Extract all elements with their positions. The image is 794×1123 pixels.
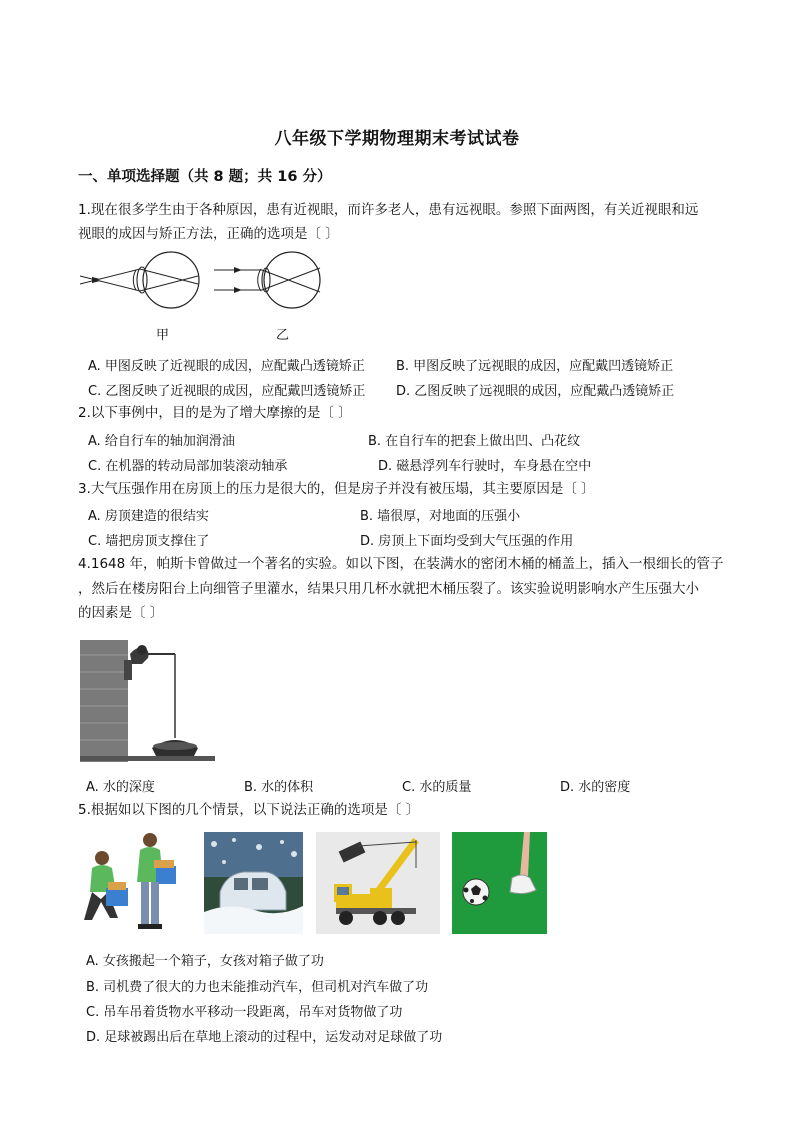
q4-text-line2: ，然后在楼房阳台上向细管子里灌水，结果只用几杯水就把木桶压裂了。该实验说明影响水产生压强大小 bbox=[78, 581, 699, 597]
q2-option-b[interactable]: B. 在自行车的把套上做出凹、凸花纹 bbox=[368, 434, 581, 449]
q3-option-d[interactable]: D. 房顶上下面均受到大气压强的作用 bbox=[360, 534, 574, 549]
q4-text-line1: 4.1648 年，帕斯卡曾做过一个著名的实验。如以下图，在装满水的密闭木桶的桶盖上，插入一根细长的管子 bbox=[78, 556, 724, 572]
figure-label-a: 甲 bbox=[156, 328, 170, 343]
crane-truck-illustration bbox=[316, 832, 440, 934]
exam-title: 八年级下学期物理期末考试试卷 bbox=[274, 129, 520, 149]
q4-option-d[interactable]: D. 水的密度 bbox=[560, 780, 631, 795]
q4-option-a[interactable]: A. 水的深度 bbox=[86, 780, 155, 795]
q4-option-b[interactable]: B. 水的体积 bbox=[244, 780, 314, 795]
q1-text-line2: 视眼的成因与矫正方法，正确的选项是〔 〕 bbox=[78, 226, 339, 242]
eye-diagram-b bbox=[212, 250, 327, 315]
q2-option-a[interactable]: A. 给自行车的轴加润滑油 bbox=[88, 434, 235, 449]
q3-option-b[interactable]: B. 墙很厚，对地面的压强小 bbox=[360, 509, 521, 524]
q1-option-d[interactable]: D. 乙图反映了远视眼的成因，应配戴凸透镜矫正 bbox=[396, 384, 675, 399]
q5-option-a[interactable]: A. 女孩搬起一个箱子，女孩对箱子做了功 bbox=[86, 954, 324, 969]
pascal-barrel-photo bbox=[80, 640, 215, 765]
q2-option-c[interactable]: C. 在机器的转动局部加装滚动轴承 bbox=[88, 459, 288, 474]
q1-option-b[interactable]: B. 甲图反映了远视眼的成因，应配戴凹透镜矫正 bbox=[396, 359, 674, 374]
q5-option-b[interactable]: B. 司机费了很大的力也未能推动汽车，但司机对汽车做了功 bbox=[86, 980, 429, 995]
q5-option-d[interactable]: D. 足球被踢出后在草地上滚动的过程中，运发动对足球做了功 bbox=[86, 1030, 443, 1045]
q2-text: 2.以下事例中，目的是为了增大摩擦的是〔 〕 bbox=[78, 405, 352, 421]
soccer-ball-kick-photo bbox=[452, 832, 547, 934]
q2-option-d[interactable]: D. 磁悬浮列车行驶时，车身悬在空中 bbox=[378, 459, 592, 474]
figure-label-b: 乙 bbox=[276, 328, 290, 343]
q3-option-c[interactable]: C. 墙把房顶支撑住了 bbox=[88, 534, 210, 549]
section-heading: 一、单项选择题（共 8 题；共 16 分） bbox=[78, 169, 332, 185]
q5-option-c[interactable]: C. 吊车吊着货物水平移动一段距离，吊车对货物做了功 bbox=[86, 1005, 403, 1020]
q4-text-line3: 的因素是〔 〕 bbox=[78, 605, 164, 621]
q5-text: 5.根据如以下图的几个情景，以下说法正确的选项是〔 〕 bbox=[78, 802, 420, 818]
eye-diagram-a bbox=[78, 250, 208, 315]
q1-text-line1: 1.现在很多学生由于各种原因，患有近视眼，而许多老人，患有远视眼。参照下面两图，有关近视眼和远 bbox=[78, 202, 699, 218]
q3-text: 3.大气压强作用在房顶上的压力是很大的，但是房子并没有被压塌，其主要原因是〔 〕 bbox=[78, 481, 595, 497]
girl-lifting-box-illustration bbox=[78, 832, 183, 934]
q1-option-a[interactable]: A. 甲图反映了近视眼的成因，应配戴凸透镜矫正 bbox=[88, 359, 365, 374]
car-in-snow-photo bbox=[204, 832, 303, 934]
q1-option-c[interactable]: C. 乙图反映了近视眼的成因，应配戴凹透镜矫正 bbox=[88, 384, 366, 399]
q3-option-a[interactable]: A. 房顶建造的很结实 bbox=[88, 509, 209, 524]
q4-option-c[interactable]: C. 水的质量 bbox=[402, 780, 472, 795]
